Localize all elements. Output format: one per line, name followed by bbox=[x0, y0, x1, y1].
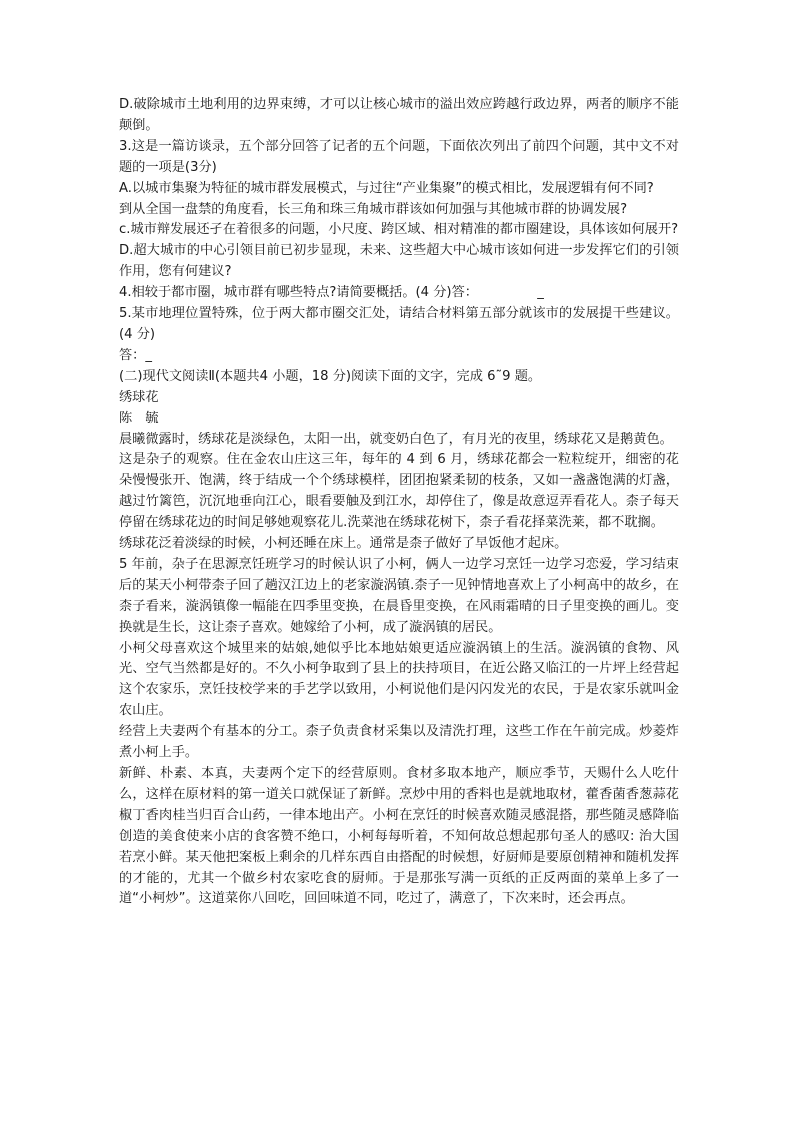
story-paragraph: 小柯父母喜欢这个城里来的姑娘,她似乎比本地姑娘更适应漩涡镇上的生活。漩涡镇的食物、风光、空气当然都是好的。不久小柯争取到了县上的扶持项目，在近公路又临江的一片坪上经营起这个农家乐，烹饪技校学来的手艺学以致用，小柯说他们是闪闪发光的农民，于是农家乐就叫金农山庄。 bbox=[119, 640, 679, 719]
q3-option-a: A.以城市集聚为特征的城市群发展模式，与过往“产业集聚”的模式相比，发展逻辑有何不同? bbox=[119, 180, 654, 196]
section2-heading: (二)现代文阅读Ⅱ(本题共4 小题，18 分)阅读下面的文字，完成 6˜9 题。 bbox=[119, 368, 542, 384]
story-author: 陈 毓 bbox=[119, 410, 159, 426]
story-paragraph: 5 年前，杂子在思源烹饪班学习的时候认识了小柯，俩人一边学习烹饪一边学习恋爱，学习结束后的某天小柯带柰子回了趟汉江边上的老家漩涡镇.柰子一见钟情地喜欢上了小柯高中的故乡，在柰子看来，漩涡镇像一幅能在四季里变换，在晨昏里变换，在风雨霜晴的日子里变换的画儿。变换就是生长，这让柰子喜欢。她嫁给了小柯，成了漩涡镇的居民。 bbox=[119, 556, 679, 635]
q5-text: 5.某市地理位置特殊，位于两大都市圈交汇处，请结合材料第五部分就该市的发展提干些建议。(4 分) bbox=[119, 306, 679, 342]
story-paragraph: 这是杂子的观察。住在金农山庄这三年，每年的 4 到 6 月，绣球花都会一粒粒绽开，细密的花朵慢慢张开、饱满，终于结成一个个绣球模样，团团抱紧柔韧的枝条，又如一盏盏饱满的灯盏，越过竹篱笆，沉沉地垂向江心，眼看要触及到江水，却停住了，像是故意逗弄看花人。柰子每天停留在绣球花边的时间足够她观察花儿.洗菜池在绣球花树下，柰子看花择菜洗莱，都不耽搁。 bbox=[119, 452, 679, 531]
story-title: 绣球花 bbox=[119, 389, 159, 405]
q5-answer-line: 答：_ bbox=[119, 347, 152, 363]
q3-option-b: 到从全国一盘禁的角度看，长三角和珠三角城市群该如何加强与其他城市群的协调发展? bbox=[119, 201, 628, 217]
q3-option-c: c.城市辩发展还孑在着很多的问题，小尺度、跨区域、相对精准的都市圈建设，具体该如何展开? bbox=[119, 222, 679, 238]
story-paragraph: 晨曦微露时，绣球花是淡绿色，太阳一出，就变奶白色了，有月光的夜里，绣球花又是鹅黄色。 bbox=[119, 431, 673, 447]
q2-option-d: D.破除城市土地利用的边界束缚，才可以让核心城市的溢出效应跨越行政边界，两者的顺序不能颠倒。 bbox=[119, 97, 679, 133]
q3-option-d: D.超大城市的中心引领目前已初步显现，未来、这些超大中心城市该如何进一步发挥它们的引领作用，您有何建议? bbox=[119, 243, 679, 280]
exam-page bbox=[119, 95, 679, 910]
story-paragraph: 经营上夫妻两个有基本的分工。柰子负责食材采集以及清洗打理，这些工作在午前完成。炒菱炸煮小柯上手。 bbox=[119, 724, 679, 761]
story-paragraph: 新鲜、朴素、本真，夫妻两个定下的经营原则。食材多取本地产，顺应季节，天赐什么人吃什么，这样在原材料的第一道关口就保证了新鲜。烹炒中用的香料也是就地取材，藿香菌香葱蒜花椒丁香肉桂当归百合山药，一律本地出产。小柯在烹饪的时候喜欢随灵感混搭，那些随灵感降临创造的美食使来小店的食客赞不绝口，小柯每每听着，不知何故总想起那句圣人的感叹: 治大国若烹小鲜。某天他把案板上剩余的几样东西自由搭配的时候想，好厨师是要原创精神和随机发挥的才能的，尤其一个做乡村农家吃食的厨师。于是那张写满一页纸的正反两面的菜单上多了一道“小柯炒”。这道菜你八回吃，回回味道不同，吃过了，满意了，下次来时，还会再点。 bbox=[119, 766, 679, 907]
story-paragraph: 绣球花泛着淡绿的时候，小柯还睡在床上。通常是柰子做好了早饭他才起床。 bbox=[119, 536, 568, 552]
q4-text: 4.相较于都市圈，城市群有哪些特点?请简要概括。(4 分)答： _ bbox=[119, 285, 544, 301]
q3-stem: 3.这是一篇访谈录，五个部分回答了记者的五个问题，下面依次列出了前四个问题，其中文不对题的一项是(3分) bbox=[119, 138, 679, 175]
